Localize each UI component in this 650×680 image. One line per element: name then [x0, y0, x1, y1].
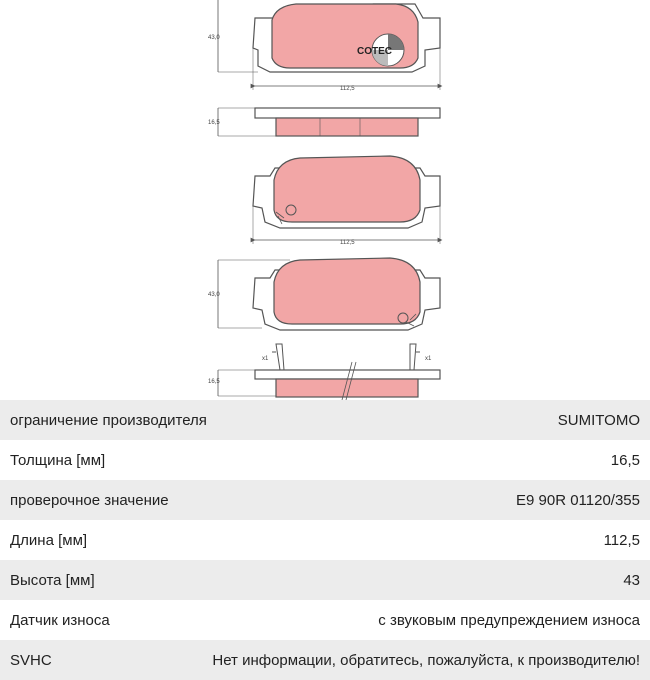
pad-top-view — [208, 0, 440, 92]
thickness-label-clip: 16,5 — [208, 379, 220, 385]
spec-label: SVHC — [10, 651, 52, 669]
height-label-top: 43,0 — [208, 35, 220, 41]
width-label-second: 112,5 — [340, 240, 355, 246]
spec-value: E9 90R 01120/355 — [516, 491, 640, 509]
spec-value: 112,5 — [603, 531, 640, 549]
pad-second-view — [253, 156, 440, 246]
spec-row-length — [0, 520, 650, 560]
side-friction-layer — [276, 118, 418, 136]
left-clip-count: x1 — [262, 356, 269, 362]
logo-text: COTEC — [357, 46, 392, 57]
spec-row-height — [0, 560, 650, 600]
spec-value: с звуковым предупреждением износа — [378, 611, 640, 629]
width-label-top: 112,5 — [340, 86, 355, 92]
spec-row-svhc — [0, 640, 650, 680]
spec-value: Нет информации, обратитесь, пожалуйста, к производителю! — [212, 651, 640, 669]
spec-label: проверочное значение — [10, 491, 169, 509]
height-label-third: 43,0 — [208, 292, 220, 298]
friction-material-3 — [274, 258, 420, 324]
specifications-table — [0, 400, 650, 680]
spec-row-test-value — [0, 480, 650, 520]
left-clip — [272, 344, 284, 370]
right-clip-count: x1 — [425, 356, 432, 362]
spec-label: Высота [мм] — [10, 571, 95, 589]
thickness-label-side: 16,5 — [208, 120, 220, 126]
pad-side-view — [208, 108, 440, 136]
spec-value: 43 — [623, 571, 640, 589]
spec-label: Толщина [мм] — [10, 451, 106, 469]
side-backing-plate — [255, 108, 440, 118]
spec-label: Датчик износа — [10, 611, 110, 629]
pad-clip-view — [208, 344, 440, 400]
spec-value: 16,5 — [610, 451, 640, 469]
spec-row-manufacturer-restriction — [0, 400, 650, 440]
spec-value: SUMITOMO — [557, 411, 640, 429]
spec-row-wear-sensor — [0, 600, 650, 640]
spec-label: ограничение производителя — [10, 411, 207, 429]
spec-label: Длина [мм] — [10, 531, 88, 549]
right-clip — [410, 344, 420, 370]
pad-third-view — [208, 258, 440, 330]
spec-row-thickness — [0, 440, 650, 480]
